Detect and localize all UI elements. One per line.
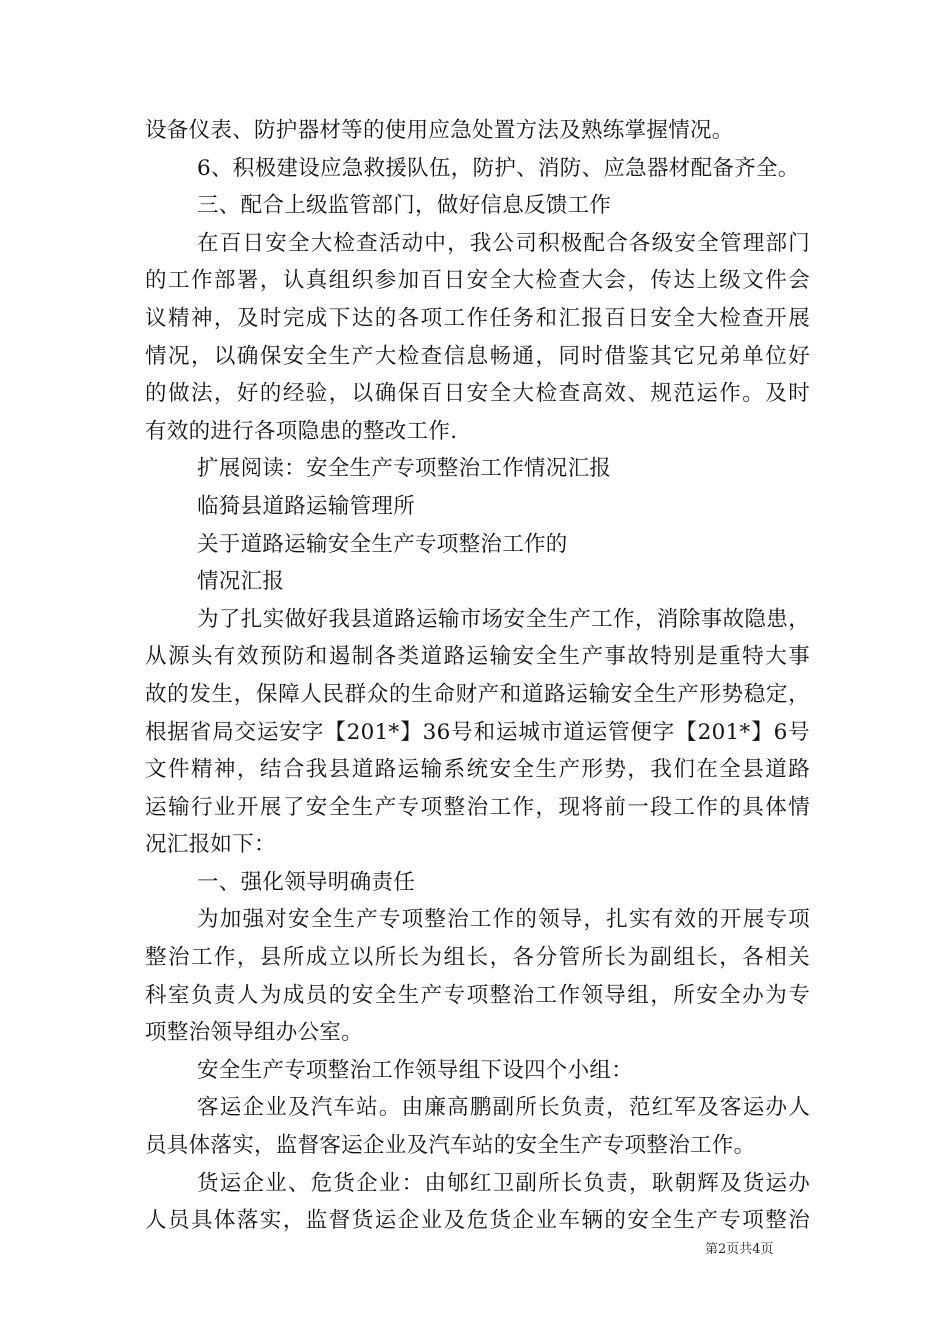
text-line: 文件精神，结合我县道路运输系统安全生产形势，我们在全县道路 (145, 757, 810, 783)
text-line: 扩展阅读：安全生产专项整治工作情况汇报 (197, 456, 612, 482)
page-number-footer: 第2页共4页 (705, 1242, 774, 1257)
text-line: 客运企业及汽车站。由廉高鹏副所长负责，范红军及客运办人 (197, 1095, 810, 1121)
text-line: 一、强化领导明确责任 (197, 869, 416, 895)
text-line: 情况汇报 (197, 569, 285, 595)
text-line: 科室负责人为成员的安全生产专项整治工作领导组，所安全办为专 (145, 982, 810, 1008)
text-line: 故的发生，保障人民群众的生命财产和道路运输安全生产形势稳定， (145, 681, 810, 707)
document-body (145, 112, 810, 1240)
text-line: 根据省局交运安字【201*】36号和运城市道运管便字【201*】6号 (145, 719, 810, 745)
text-line: 情况，以确保安全生产大检查信息畅通，同时借鉴其它兄弟单位好 (145, 343, 810, 369)
text-line: 从源头有效预防和遏制各类道路运输安全生产事故特别是重特大事 (145, 644, 810, 670)
text-line: 为了扎实做好我县道路运输市场安全生产工作，消除事故隐患， (197, 606, 810, 632)
text-line: 有效的进行各项隐患的整改工作. (145, 418, 458, 444)
text-line: 议精神，及时完成下达的各项工作任务和汇报百日安全大检查开展 (145, 305, 810, 331)
text-line: 运输行业开展了安全生产专项整治工作，现将前一段工作的具体情 (145, 794, 810, 820)
text-line: 三、配合上级监管部门，做好信息反馈工作 (197, 193, 612, 219)
text-line: 关于道路运输安全生产专项整治工作的 (197, 531, 568, 557)
text-line: 货运企业、危货企业：由郇红卫副所长负责，耿朝辉及货运办 (197, 1170, 810, 1196)
text-line: 的做法，好的经验，以确保百日安全大检查高效、规范运作。及时 (145, 381, 810, 407)
text-line: 员具体落实，监督客运企业及汽车站的安全生产专项整治工作。 (145, 1133, 756, 1159)
text-line: 临猗县道路运输管理所 (197, 493, 416, 519)
text-line: 6、积极建设应急救援队伍，防护、消防、应急器材配备齐全。 (197, 155, 800, 181)
text-line: 的工作部署，认真组织参加百日安全大检查大会，传达上级文件会 (145, 268, 810, 294)
text-line: 整治工作，县所成立以所长为组长，各分管所长为副组长，各相关 (145, 945, 810, 971)
text-line: 设备仪表、防护器材等的使用应急处置方法及熟练掌握情况。 (145, 118, 734, 143)
text-line: 安全生产专项整治工作领导组下设四个小组： (197, 1057, 634, 1083)
text-line: 况汇报如下： (145, 832, 276, 858)
text-line: 人员具体落实，监督货运企业及危货企业车辆的安全生产专项整治 (145, 1208, 810, 1234)
text-line: 项整治领导组办公室。 (145, 1020, 364, 1046)
text-line: 在百日安全大检查活动中，我公司积极配合各级安全管理部门 (197, 230, 810, 256)
text-line: 为加强对安全生产专项整治工作的领导，扎实有效的开展专项 (197, 907, 810, 933)
